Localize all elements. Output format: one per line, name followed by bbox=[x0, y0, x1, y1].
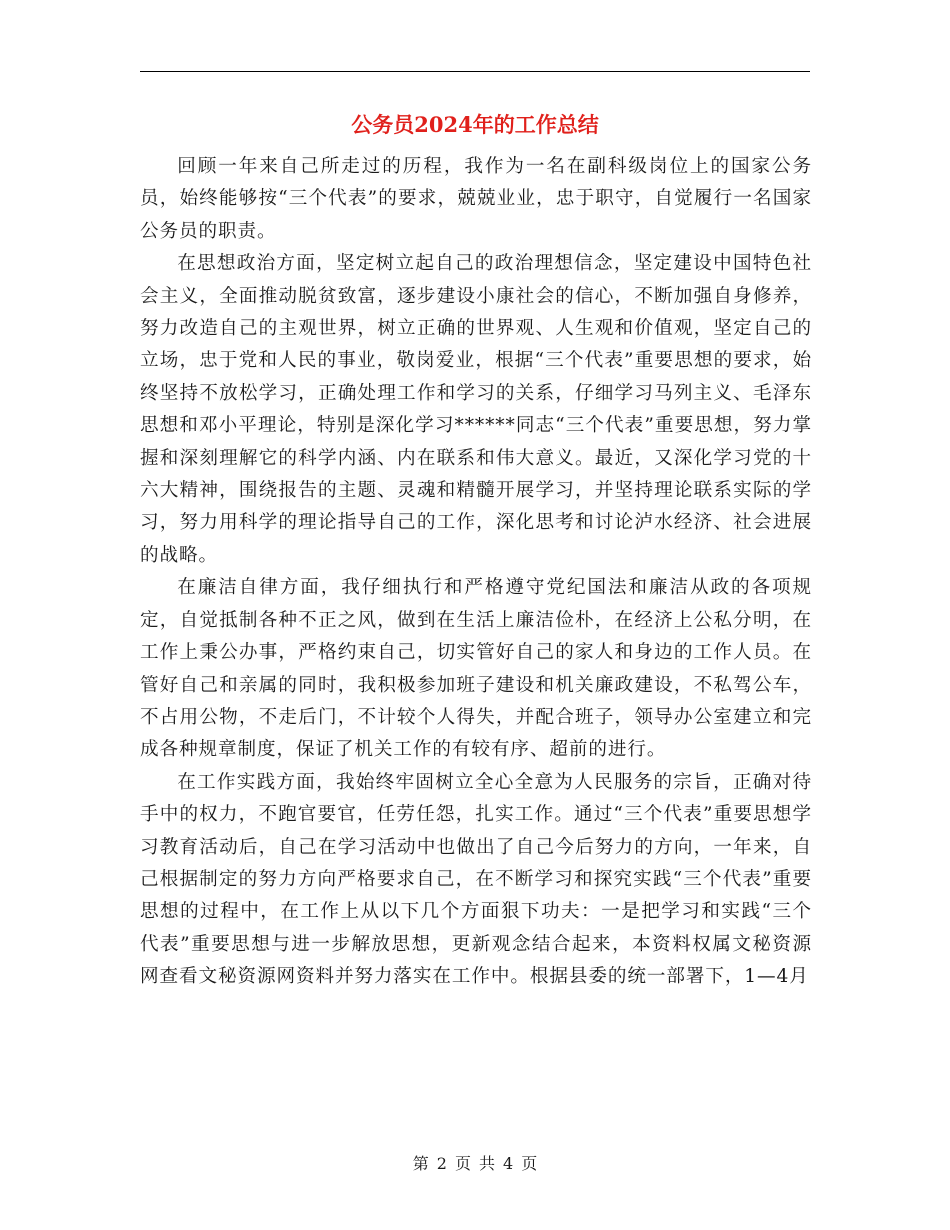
paragraph-work-practice: 在工作实践方面，我始终牢固树立全心全意为人民服务的宗旨，正确对待手中的权力，不跑官要官，任劳任怨，扎实工作。通过“三个代表”重要思想学习教育活动后，自己在学习活动中也做出了自己今后努力的方向，一年来，自己根据制定的努力方向严格要求自己，在不断学习和探究实践“三个代表”重要思想的过程中，在工作上从以下几个方面狠下功夫：一是把学习和实践“三个代表”重要思想与进一步解放思想，更新观念结合起来，本资料权属文秘资源网查看文秘资源网资料并努力落实在工作中。根据县委的统一部署下，1—4月 bbox=[140, 771, 812, 988]
paragraph-integrity: 在廉洁自律方面，我仔细执行和严格遵守党纪国法和廉洁从政的各项规定，自觉抵制各种不正之风，做到在生活上廉洁俭朴，在经济上公私分明，在工作上秉公办事，严格约束自己，切实管好自己的家人和身边的工作人员。在管好自己和亲属的同时，我积极参加班子建设和机关廉政建设，不私驾公车，不占用公物，不走后门，不计较个人得失，并配合班子，领导办公室建立和完成各种规章制度，保证了机关工作的有较有序、超前的进行。 bbox=[140, 577, 812, 761]
paragraph-political-thought: 在思想政治方面，坚定树立起自己的政治理想信念，坚定建设中国特色社会主义，全面推动脱贫致富，逐步建设小康社会的信心，不断加强自身修养，努力改造自己的主观世界，树立正确的世界观、人生观和价值观，坚定自己的立场，忠于党和人民的事业，敬岗爱业，根据“三个代表”重要思想的要求，始终坚持不放松学习，正确处理工作和学习的关系，仔细学习马列主义、毛泽东思想和邓小平理论，特别是深化学习******同志“三个代表”重要思想，努力掌握和深刻理解它的科学内涵、内在联系和伟大意义。最近，又深化学习党的十六大精神，围绕报告的主题、灵魂和精髓开展学习，并坚持理论联系实际的学习，努力用科学的理论指导自己的工作，深化思考和讨论泸水经济、社会进展的战略。 bbox=[140, 253, 812, 566]
footer-total-pages: 4 bbox=[503, 1154, 514, 1173]
footer-page-unit: 页 bbox=[454, 1154, 471, 1173]
footer-total-unit: 页 bbox=[521, 1154, 538, 1173]
footer-current-page: 2 bbox=[436, 1154, 447, 1173]
paragraph-intro: 回顾一年来自己所走过的历程，我作为一名在副科级岗位上的国家公务员，始终能够按“三个代表”的要求，兢兢业业，忠于职守，自觉履行一名国家公务员的职责。 bbox=[140, 156, 812, 242]
footer-total-prefix: 共 bbox=[479, 1154, 496, 1173]
document-body bbox=[140, 151, 812, 994]
document-title: 公务员2024年的工作总结 bbox=[351, 112, 599, 137]
footer-prefix: 第 bbox=[412, 1154, 429, 1173]
page-footer bbox=[0, 1153, 950, 1175]
header-rule bbox=[140, 71, 810, 72]
